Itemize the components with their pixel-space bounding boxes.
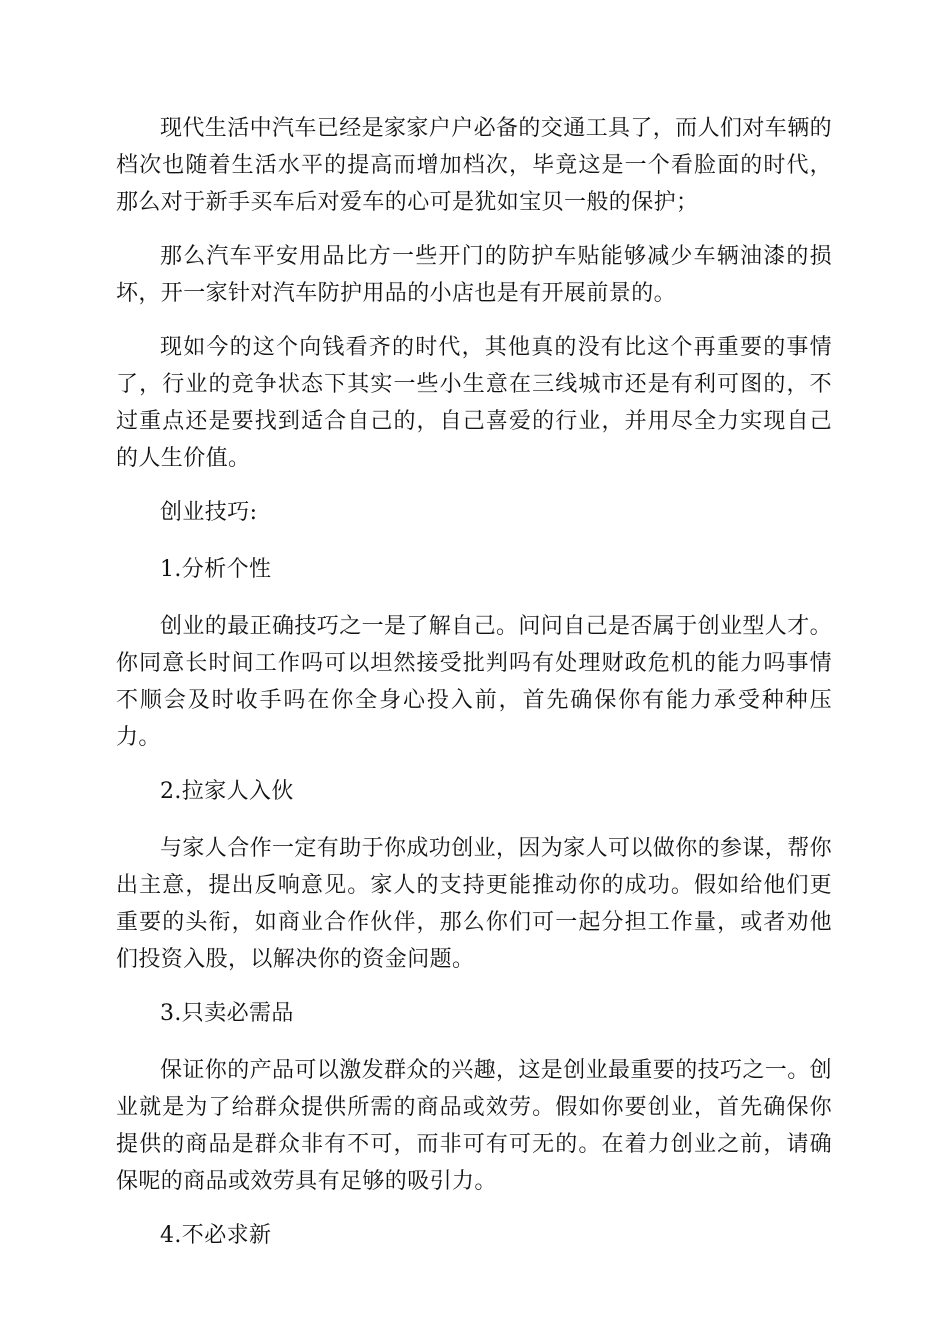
paragraph-analyze-personality: 创业的最正确技巧之一是了解自己。问问自己是否属于创业型人才。你同意长时间工作吗可以坦然接受批判吗有处理财政危机的能力吗事情不顺会及时收手吗在你全身心投入前，首先确保你有能力承受种种压力。: [116, 614, 833, 750]
paragraph-sell-necessities: 保证你的产品可以激发群众的兴趣，这是创业最重要的技巧之一。创业就是为了给群众提供所需的商品或效劳。假如你要创业，首先确保你提供的商品是群众非有不可，而非可有可无的。在着力创业之前，请确保呢的商品或效劳具有足够的吸引力。: [116, 1058, 833, 1194]
paragraph-money-era: 现如今的这个向钱看齐的时代，其他真的没有比这个再重要的事情了，行业的竞争状态下其实一些小生意在三线城市还是有利可图的，不过重点还是要找到适合自己的，自己喜爱的行业，并用尽全力实现自己的人生价值。: [116, 335, 832, 471]
heading-startup-tips: 创业技巧:: [160, 500, 258, 525]
heading-analyze-personality: 1.分析个性: [160, 557, 272, 582]
document-body: [116, 110, 832, 1274]
heading-family-partners: 2.拉家人入伙: [160, 779, 294, 804]
paragraph-family-partners: 与家人合作一定有助于你成功创业，因为家人可以做你的参谋，帮你出主意，提出反响意见。家人的支持更能推动你的成功。假如给他们更重要的头衔，如商业合作伙伴，那么你们可一起分担工作量，或者劝他们投资入股，以解决你的资金问题。: [116, 836, 833, 972]
heading-no-need-new: 4.不必求新: [160, 1223, 272, 1248]
paragraph-intro-car: 现代生活中汽车已经是家家户户必备的交通工具了，而人们对车辆的档次也随着生活水平的提高而增加档次，毕竟这是一个看脸面的时代，那么对于新手买车后对爱车的心可是犹如宝贝一般的保护；: [116, 116, 833, 215]
heading-sell-necessities: 3.只卖必需品: [160, 1001, 294, 1026]
paragraph-car-accessories: 那么汽车平安用品比方一些开门的防护车贴能够减少车辆油漆的损坏，开一家针对汽车防护用品的小店也是有开展前景的。: [116, 244, 832, 306]
